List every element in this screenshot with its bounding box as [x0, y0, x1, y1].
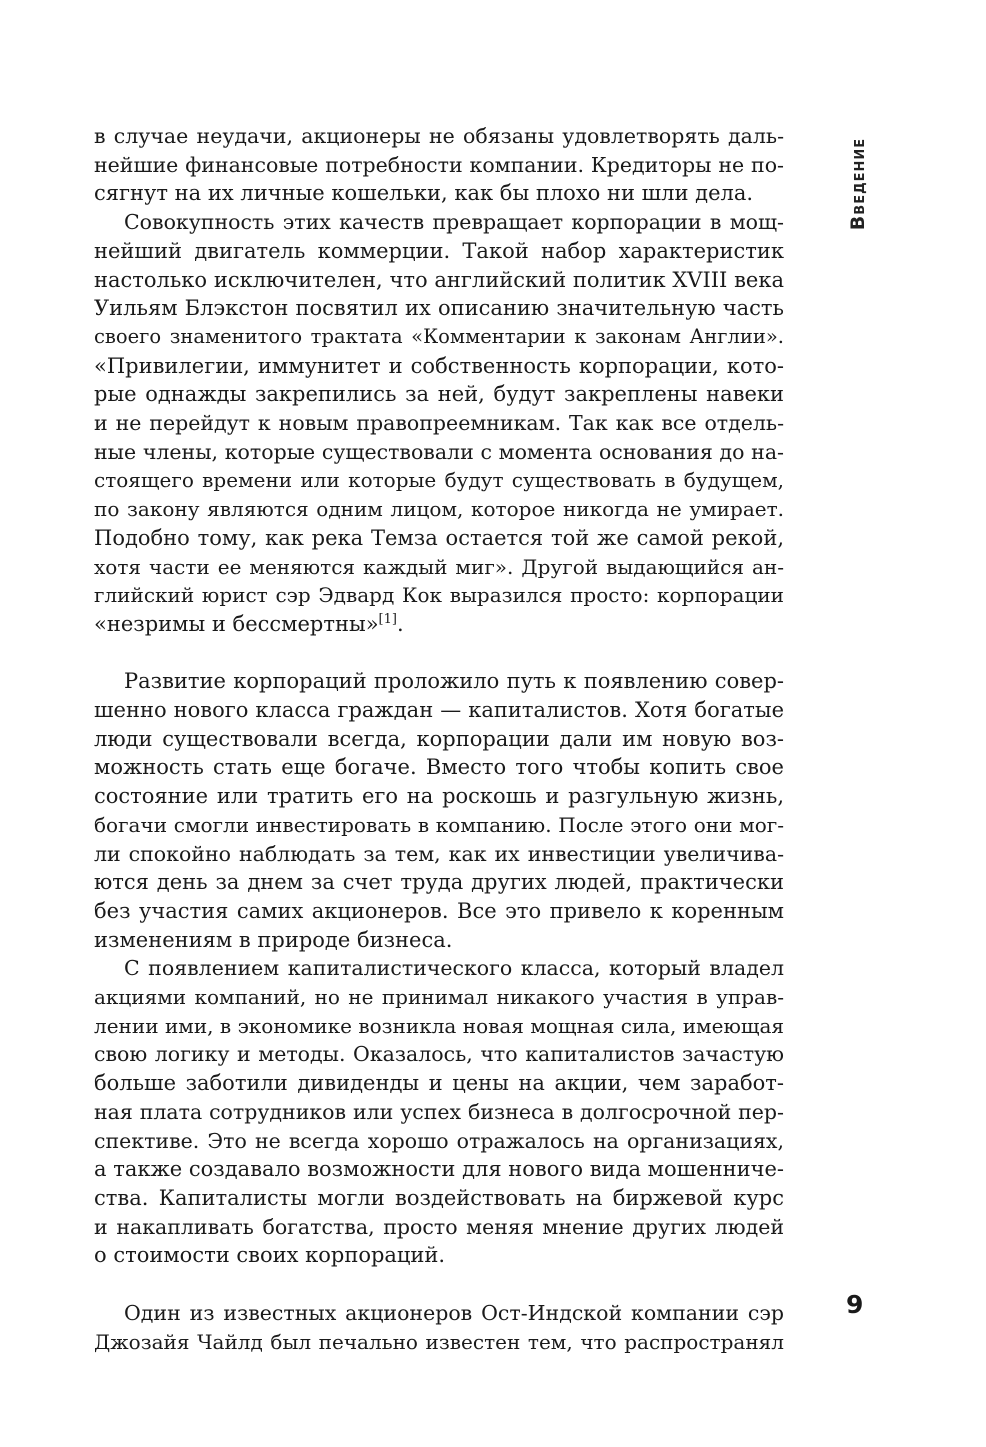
text-line: ли спокойно наблюдать за тем, как их инвестиции увеличива-	[94, 841, 784, 866]
text-line: нейшие финансовые потребности компании. Кредиторы не по-	[94, 152, 784, 177]
text-line-last	[94, 610, 784, 639]
text-line: богачи смогли инвестировать в компанию. После этого они мог-	[94, 812, 784, 837]
text-line: своего знаменитого трактата «Комментарии к законам Англии».	[94, 324, 784, 348]
text-line: по закону являются одним лицом, которое никогда не умирает.	[94, 497, 784, 522]
text-line: спективе. Это не всегда хорошо отражалось на организациях,	[94, 1128, 784, 1153]
text-line: можность стать еще богаче. Вместо того чтобы копить свое	[94, 755, 784, 780]
text-line: нейший двигатель коммерции. Такой набор характеристик	[94, 238, 784, 263]
text-line: Развитие корпораций проложило путь к появлению совер-	[124, 669, 784, 694]
text-line: люди существовали всегда, корпорации дали им новую воз-	[94, 726, 784, 751]
text-line: хотя части ее меняются каждый миг». Другой выдающийся ан-	[94, 554, 784, 579]
text-line: ные члены, которые существовали с момента основания до на-	[94, 439, 784, 464]
sentence-end: .	[396, 611, 404, 636]
paragraph-3	[94, 667, 784, 954]
paragraph-5	[94, 1299, 784, 1356]
paragraph-1	[94, 122, 784, 208]
text-line: ства. Капиталисты могли воздействовать на биржевой курс	[94, 1186, 784, 1210]
text-line: в случае неудачи, акционеры не обязаны удовлетворять даль-	[94, 124, 784, 148]
text-line: Джозайя Чайлд был печально известен тем, что распространял	[94, 1329, 784, 1354]
paragraph-gap	[94, 639, 784, 668]
text-line: о стоимости своих корпораций.	[94, 1243, 446, 1268]
running-head	[843, 124, 873, 244]
paragraph-gap	[94, 1270, 784, 1299]
text-line: рые однажды закрепились за ней, будут закреплены навеки	[94, 382, 784, 407]
text-line: свою логику и методы. Оказалось, что капиталистов зачастую	[94, 1042, 784, 1067]
text-line: шенно нового класса граждан — капиталистов. Хотя богатые	[94, 698, 784, 723]
text-line: настолько исключителен, что английский политик XVIII века	[94, 267, 784, 292]
text-line: Совокупность этих качеств превращает корпорации в мощ-	[124, 210, 784, 235]
text-line: и не перейдут к новым правопреемникам. Так как все отдель-	[94, 411, 784, 436]
running-head-text: Введение	[847, 137, 869, 231]
text-line: а также создавало возможности для нового вида мошенниче-	[94, 1157, 784, 1182]
text-line: глийский юрист сэр Эдвард Кок выразился просто: корпорации	[94, 583, 784, 608]
text-line: стоящего времени или которые будут существовать в будущем,	[94, 468, 784, 493]
text-line: больше заботили дивиденды и цены на акции, чем заработ-	[94, 1071, 784, 1096]
text-line: изменениям в природе бизнеса.	[94, 927, 453, 952]
text-line: и накапливать богатства, просто меняя мнение других людей	[94, 1214, 784, 1239]
quote-end-text: «незримы и бессмертны»	[94, 611, 379, 636]
text-line: Один из известных акционеров Ост-Индской компании сэр	[124, 1300, 784, 1325]
paragraph-4	[94, 954, 784, 1270]
footnote-reference[interactable]: [1]	[378, 611, 397, 627]
text-line: сягнут на их личные кошельки, как бы плохо ни шли дела.	[94, 181, 754, 206]
text-line: Уильям Блэкстон посвятил их описанию значительную часть	[94, 296, 784, 321]
text-line: без участия самих акционеров. Все это привело к коренным	[94, 898, 784, 923]
text-line: С появлением капиталистического класса, который владел	[124, 956, 784, 981]
text-line: ная плата сотрудников или успех бизнеса в долгосрочной пер-	[94, 1099, 784, 1124]
paragraph-2	[94, 208, 784, 639]
text-line: «Привилегии, иммунитет и собственность корпорации, кото-	[94, 353, 784, 378]
text-line: акциями компаний, но не принимал никакого участия в управ-	[94, 985, 784, 1010]
text-line: ются день за днем за счет труда других людей, практически	[94, 870, 784, 895]
page-number: 9	[846, 1290, 864, 1319]
text-line: состояние или тратить его на роскошь и разгульную жизнь,	[94, 784, 784, 809]
text-line: Подобно тому, как река Темза остается той же самой рекой,	[94, 525, 784, 550]
text-line: лении ими, в экономике возникла новая мощная сила, имеющая	[94, 1013, 784, 1038]
body-text	[94, 122, 784, 1356]
